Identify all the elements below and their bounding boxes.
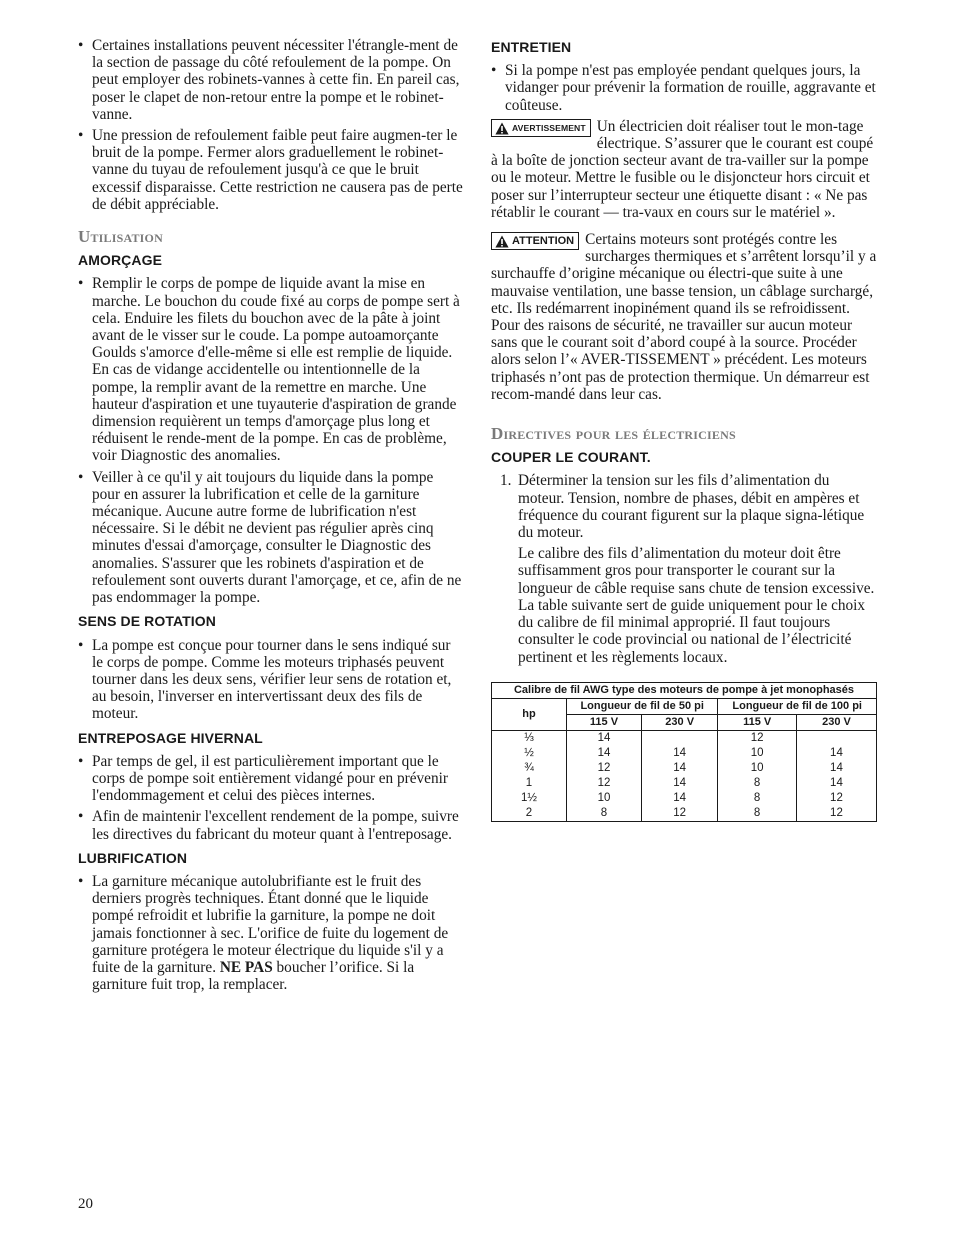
table-cell: 2 xyxy=(492,806,567,822)
attention-text: Certains moteurs sont protégés contre les surcharges thermiques et s’arrêtent lorsqu’il y a surchauffe d’origine mécanique ou électri-que suite à une mauvaise ventilation, une basse tension, un câblage surchargé, etc. Ils redémarrent inopinément quand ils se refroidissent. Pour des raisons de sécurité, ne travailler sur aucun moteur sans que le courant soit d’abord coupé à la source. Procéder alors selon l’« AVER-TISSEMENT » précédent. Les moteurs triphasés n’ont pas de protection thermique. Un démarreur est recom-mandé dans leur cas. xyxy=(491,231,877,403)
hivernal-list xyxy=(78,753,464,843)
entretien-list xyxy=(491,62,877,114)
subsection-title-hivernal: ENTREPOSAGE HIVERNAL xyxy=(78,729,263,746)
table-row xyxy=(492,730,877,746)
warning-paragraph xyxy=(491,118,877,221)
table-row xyxy=(492,791,877,806)
table-cell: 10 xyxy=(718,746,797,761)
lubrification-text: La garniture mécanique autolubrifiante est le fruit des derniers progrès techniques. Étant donné que le liquide pompé refroidit et lubrifie la garniture, la pompe ne doit jamais fonctionner à sec. L'orifice de fuite du logement de garniture protégera le moteur électrique du liquide s'il y a fuite de la garniture. xyxy=(92,872,449,976)
step-text: Déterminer la tension sur les fils d’alimentation du moteur. Tension, nombre de phases, débit en ampères et fréquence du courant figurent sur la plaque signa-létique du moteur. xyxy=(518,472,865,542)
table-cell xyxy=(796,730,876,746)
amorcage-list xyxy=(78,275,464,606)
table-cell: 14 xyxy=(796,761,876,776)
table-cell: 1 xyxy=(492,776,567,791)
table-cell: 14 xyxy=(641,791,717,806)
lubrification-text-end: boucher l’orifice. Si la garniture fuit trop, la remplacer. xyxy=(92,958,415,994)
subsection-title-entretien: ENTRETIEN xyxy=(491,39,572,55)
table-cell: 8 xyxy=(718,776,797,791)
list-item: • Remplir le corps de pompe de liquide avant la mise en marche. Le bouchon du coude fixé au corps de pompe sert à cela. Enduire les filets du bouchon avec de la pâte à joint avant de le visser sur le coude. La pompe autoamorçante Goulds s'amorce d'elle-même si elle est remplie de liquide. En cas de vidange accidentelle ou intentionnelle de la pompe, la remplir avant de la remettre en marche. Une hauteur d'aspiration et une tuyauterie d'aspiration de grande dimension requièrent un temps d'amorçage plus long et réduisent le rende-ment de la pompe. En cas de problème, voir Diagnostic des anomalies. xyxy=(78,275,464,464)
table-cell: ⅓ xyxy=(492,730,567,746)
table-cell: 14 xyxy=(641,746,717,761)
table-cell: 1½ xyxy=(492,791,567,806)
table-header-115v: 115 V xyxy=(718,714,797,730)
table-cell: ½ xyxy=(492,746,567,761)
list-item: • La pompe est conçue pour tourner dans le sens indiqué sur le corps de pompe. Comme les moteurs triphasés peuvent tourner dans les deux sens, vérifier leur sens de rotation et, au besoin, l'inverser en intervertissant deux des fils de moteur. xyxy=(78,637,464,723)
table-header-100: Longueur de fil de 100 pi xyxy=(718,698,877,714)
right-column xyxy=(491,37,877,822)
warning-triangle-icon xyxy=(495,122,509,135)
avertissement-label: AVERTISSEMENT xyxy=(512,122,586,133)
wire-gauge-table xyxy=(491,682,877,822)
section-title-electriciens: Directives pour les électriciens xyxy=(491,424,736,444)
table-cell: 10 xyxy=(567,791,642,806)
list-item: • Afin de maintenir l'excellent rendement de la pompe, suivre les directives du fabricant du moteur quant à l'entreposage. xyxy=(78,808,464,842)
table-cell: 14 xyxy=(567,730,642,746)
steps-list xyxy=(491,472,877,665)
lubrification-list xyxy=(78,873,464,993)
table-cell: 12 xyxy=(641,806,717,822)
caution-paragraph xyxy=(491,231,877,403)
table-cell: 12 xyxy=(567,761,642,776)
rotation-list xyxy=(78,637,464,723)
step-text: Le calibre des fils d’alimentation du moteur doit être suffisamment gros pour transporter le courant sur la longueur de câble requise sans chute de tension excessive. La table suivante sert de guide uniquement pour le choix du calibre de fil minimal approprié. Il faut toujours consulter le code provincial ou national de l’électricité pertinent et les règlements locaux. xyxy=(518,545,875,666)
table-header-50: Longueur de fil de 50 pi xyxy=(567,698,718,714)
table-cell: 14 xyxy=(567,746,642,761)
intro-list xyxy=(78,37,464,213)
table-cell: 12 xyxy=(718,730,797,746)
table-header-230v: 230 V xyxy=(796,714,876,730)
table-cell: 8 xyxy=(567,806,642,822)
table-row xyxy=(492,776,877,791)
list-item: • Si la pompe n'est pas employée pendant quelques jours, la vidanger pour prévenir la formation de rouille, aggravante et coûteuse. xyxy=(491,62,877,114)
table-cell: 14 xyxy=(641,761,717,776)
table-header-115v: 115 V xyxy=(567,714,642,730)
table-row xyxy=(492,806,877,822)
avertissement-text: Un électricien doit réaliser tout le mon-tage électrique. S’assurer que le courant est coupé à la boîte de jonction secteur avant de tra-vailler sur la pompe ou le moteur. Mettre le fusible ou le disjoncteur hors circuit et poser sur l’interrupteur secteur une étiquette disant : « Ne pas rétablir le courant — tra-vaux en cours sur le matériel ». xyxy=(491,117,874,221)
list-item: • Par temps de gel, il est particulièrement important que le corps de pompe soit entièrement vidangé pour en prévenir l'endommagement et celui des pièces internes. xyxy=(78,753,464,805)
table-cell: 14 xyxy=(796,746,876,761)
avertissement-badge xyxy=(491,119,591,137)
section-title-utilisation: Utilisation xyxy=(78,227,163,247)
subsection-title-rotation: SENS DE ROTATION xyxy=(78,613,216,630)
table-header-230v: 230 V xyxy=(641,714,717,730)
attention-label: ATTENTION xyxy=(512,235,575,248)
table-header-hp: hp xyxy=(492,698,567,730)
table-title: Calibre de fil AWG type des moteurs de pompe à jet monophasés xyxy=(492,682,877,698)
subsection-title-lubrification: LUBRIFICATION xyxy=(78,849,188,866)
table-cell: 8 xyxy=(718,791,797,806)
table-cell: 8 xyxy=(718,806,797,822)
step-number: 1. xyxy=(500,472,512,490)
list-item: • Une pression de refoulement faible peut faire augmen-ter le bruit de la pompe. Fermer alors graduellement le robinet-vanne du tuyau de refoulement jusqu'à ce que le bruit excessif disparaisse. Cette restriction ne causera pas de perte de débit appréciable. xyxy=(78,127,464,213)
list-item: • Veiller à ce qu'il y ait toujours du liquide dans la pompe pour en assurer la lubrification et celle de la garniture mécanique. Aucune autre forme de lubrification n'est nécessaire. Si le débit ne devient pas régulier après cinq minutes d'essai d'amorçage, consulter le Diagnostic des anomalies. S'assurer que les robinets d'aspiration et de refoulement sont ouverts durant l'amorçage, et ce, afin de ne pas endommager la pompe. xyxy=(78,469,464,607)
table-cell: 12 xyxy=(796,791,876,806)
step-item xyxy=(491,472,877,665)
page-number: 20 xyxy=(78,1196,93,1212)
warning-triangle-icon xyxy=(495,235,509,248)
table-cell: 12 xyxy=(567,776,642,791)
table-cell: 10 xyxy=(718,761,797,776)
table-cell: 14 xyxy=(641,776,717,791)
list-item: • Certaines installations peuvent nécessiter l'étrangle-ment de la section de passage du côté refoulement de la pompe. On peut employer des robinets-vannes à cette fin. En pareil cas, poser le clapet de non-retour entre la pompe et le robinet-vanne. xyxy=(78,37,464,123)
table-row xyxy=(492,761,877,776)
emphasis-text: NE PAS xyxy=(219,958,273,976)
table-cell: 12 xyxy=(796,806,876,822)
left-column xyxy=(78,37,464,997)
subsection-title-amorcage: AMORÇAGE xyxy=(78,252,163,269)
table-cell xyxy=(641,730,717,746)
table-cell: ¾ xyxy=(492,761,567,776)
list-item xyxy=(78,873,464,993)
table-cell: 14 xyxy=(796,776,876,791)
table-row xyxy=(492,746,877,761)
attention-badge xyxy=(491,232,579,250)
subsection-title-couper: COUPER LE COURANT. xyxy=(491,449,651,466)
